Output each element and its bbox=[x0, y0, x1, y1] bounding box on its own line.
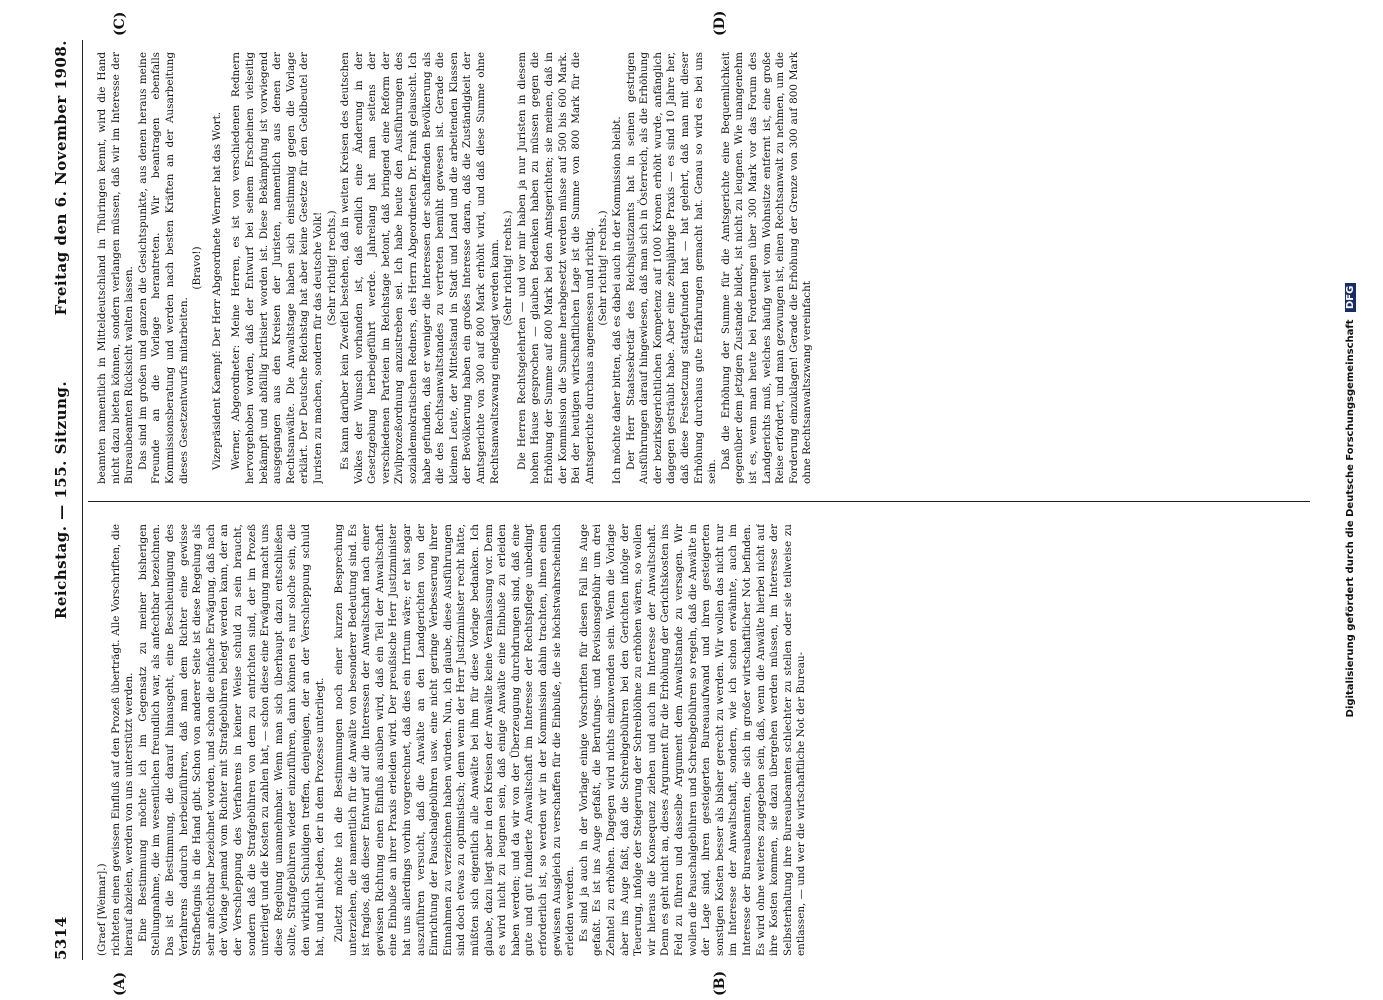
header-rule bbox=[82, 40, 83, 960]
margin-marker-a: (A) bbox=[112, 971, 128, 996]
right-column bbox=[96, 52, 1306, 484]
paragraph: (Sehr richtig! rechts.) bbox=[597, 210, 610, 326]
paragraph: (Sehr richtig! rechts.) bbox=[325, 210, 338, 326]
paragraph: Es kann darüber kein Zweifel bestehen, daß in weiten Kreisen des deutschen Volkes der Wunsch vorhanden ist, daß endlich eine Änderung in der Gesetzgebung herbeigeführt werde. Jahrelang hat man seitens der verschiedenen Parteien im Reichstage betont, daß bringend eine Reform der Zivilprozeßordnung anzustreben sei. Ich habe heute den Ausführungen des sozialdemokratischen Redners, des Herrn Abgeordneten Dr. Frank gelauscht. Ich habe gefunden, daß er weniger die Interessen der schaffenden Bevölkerung als die des Rechtsanwaltstandes zu vertreten bemüht gewesen ist. Gerade die kleinen Leute, der Mittelstand in Stadt und Land und die arbeitenden Klassen der Bevölkerung haben ein großes Interesse daran, daß die Zuständigkeit der Amtsgerichte von 300 auf 800 Mark erhöht wird, und daß diese Summe ohne Rechtsanwaltszwang eingeklagt werden kann. bbox=[339, 52, 501, 484]
paragraph: richteten einen gewissen Einfluß auf den Prozeß überträgt. Alle Vorschriften, die hierauf abzielen, werden von uns unterstützt werden. bbox=[109, 524, 136, 956]
paragraph: beamten namentlich in Mitteldeutschland in Thüringen kennt, wird die Hand nicht dazu bieten können, sondern verlangen müssen, daß wir im Interesse der Bureaubeamten Rücksicht walten lassen. bbox=[96, 52, 136, 484]
digitization-credit bbox=[1345, 0, 1356, 1000]
paragraph: Die Herren Rechtsgelehrten — und vor mir haben ja nur Juristen in diesem hohen Hause gesprochen — glauben Bedenken haben zu müssen gegen die Erhöhung der Summe auf 800 Mark bei den Amtsgerichten; sie meinen, daß in der Kommission die Summe herabgesetzt werden müsse auf 500 bis 600 Mark. Bei der heutigen wirtschaftlichen Lage ist die Summe von 800 Mark für die Amtsgerichte durchaus angemessen und richtig. bbox=[515, 52, 596, 484]
margin-marker-b: (B) bbox=[712, 970, 728, 996]
paragraph: Eine Bestimmung möchte ich im Gegensatz zu meiner bisherigen Stellungnahme, die im wesentlichen freundlich war, als anfechtbar bezeichnen. Das ist die Bestimmung, die darauf hinausgeht, eine Beschleunigung des Verfahrens dadurch herbeizuführen, daß man dem Richter eine gewisse Strafbefugnis in die Hand gibt. Schon von anderer Seite ist diese Regelung als sehr anfechtbar bezeichnet worden, und schon die einfache Erwägung, daß nach der Vorlage jemand vom Richter mit Strafgebühren belegt werden kann, der an der Verschleppung des Verfahrens in keiner Weise schuld zu sein braucht, sondern daß die Strafgebühren von dem zu entrichten sind, der im Prozeß unterliegt und die Kosten zu zahlen hat, — schon diese eine Erwägung macht uns diese Regelung unannehmbar. Wenn man sich überhaupt dazu entschließen sollte, Strafgebühren wieder einzuführen, dann können es nur solche sein, die den wirklich Schuldigen treffen, denjenigen, der an der Verschleppung schuld hat, und nicht jeden, der in dem Prozesse unterliegt. bbox=[136, 524, 326, 956]
paragraph: Das sind im großen und ganzen die Gesichtspunkte, aus denen heraus meine Freunde an die Vorlage herantreten. Wir beantragen ebenfalls Kommissionsberatung und werden nach besten Kräften an der Ausarbeitung dieses Gesetzentwurfs mitarbeiten. bbox=[136, 52, 190, 484]
paragraph: Vizepräsident Kaempf: Der Herr Abgeordnete Werner hat das Wort. bbox=[210, 111, 223, 470]
page-header bbox=[52, 40, 76, 960]
paragraph: Der Herr Staatssekretär des Reichsjustizamts hat in seinen gestrigen Ausführungen darauf hingewiesen, daß man sich in Österreich, als die Erhöhung der bezirksgerichtlichen Kompetenz auf 1000 Kronen erhöht wurde, anfänglich dagegen gesträubt habe. Aber eine zehnjährige Praxis — es sind 10 Jahre her, daß diese Festsetzung stattgefunden hat — hat gelehrt, daß man mit dieser Erhöhung durchaus gute Erfahrungen gemacht hat. Genau so wird es bei uns sein. bbox=[624, 52, 719, 484]
paragraph: Zuletzt möchte ich die Bestimmungen noch einer kurzen Besprechung unterziehen, die namentlich für die Anwälte von besonderer Bedeutung sind. Es ist fraglos, daß dieser Entwurf auf die Interessen der Anwaltschaft nach einer gewissen Richtung einen Einfluß ausüben wird, daß ein Teil der Anwaltschaft eine Einbuße an ihrer Praxis erleiden wird. Der preußische Herr Justizminister hat uns allerdings vorhin vorgerechnet, daß dies ein Irrtum wäre; er hat sogar auszuführen versucht, daß die Anwälte an den Landgerichten von der Einrichtung der Pauschalgebühren usw. eine nicht geringe Verbesserung ihrer Einnahmen zu verzeichnen haben würden. Nun, ich glaube, diese Ausführungen sind doch etwas zu optimistisch; denn wenn der Herr Justizminister recht hätte, müßten sich eigentlich alle Anwälte bei ihm für diese Vorlage bedanken. Ich glaube, dazu liegt aber in den Kreisen der Anwälte keine Veranlassung vor. Denn es wird nicht zu leugnen sein, daß einige Anwälte eine Einbuße zu erleiden haben werden; und da wir von der Überzeugung durchdrungen sind, daß eine gute und gut fundierte Anwaltschaft im Interesse der Rechtspflege unbedingt erforderlich ist, so werden wir in der Kommission dahin trachten, ihnen einen gewissen Ausgleich zu verschaffen für die Einbuße, die sie höchstwahrscheinlich erleiden werden. bbox=[333, 524, 577, 956]
dfg-logo: DFG bbox=[1345, 283, 1356, 312]
paragraph: (Graef [Weimar].) bbox=[96, 863, 108, 956]
session-date: Freitag den 6. November 1908. bbox=[52, 40, 70, 316]
margin-marker-d: (D) bbox=[712, 10, 728, 36]
page-number: 5314 bbox=[52, 916, 70, 960]
paragraph: Daß die Erhöhung der Summe für die Amtsgerichte eine Bequemlichkeit gegenüber dem jetzigen Zustande bildet, ist nicht zu leugnen. Wie unangenehm ist es, wenn man heute bei Forderungen über 300 Mark vor das Forum des Landgerichts muß, welches häufig weit vom Wohnsitze entfernt ist, eine große Reise erfordert, und man gezwungen ist, einen Rechtsanwalt zu nehmen, um die Forderung einzuklagen! Gerade die Erhöhung der Grenze von 300 auf 800 Mark ohne Rechtsanwaltszwang vereinfacht bbox=[719, 52, 814, 484]
credit-text: Digitalisierung gefördert durch die Deutsche Forschungsgemeinschaft bbox=[1345, 319, 1356, 718]
session-title: Reichstag. — 155. Sitzung. bbox=[52, 380, 70, 620]
paragraph: (Bravo!) bbox=[191, 246, 204, 290]
left-column bbox=[96, 524, 1306, 956]
paragraph: Ich möchte daher bitten, daß es dabei auch in der Kommission bleibt. bbox=[610, 116, 623, 484]
paragraph: (Sehr richtig! rechts.) bbox=[502, 210, 515, 326]
margin-marker-c: (C) bbox=[112, 11, 128, 36]
paragraph: Es sind ja auch in der Vorlage einige Vorschriften für diesen Fall ins Auge gefaßt. Es ist ins Auge gefaßt, die Berufungs- und Revisionsgebühr um drei Zehntel zu erhöhen. Dagegen wird nichts einzuwenden sein. Wenn die Vorlage aber ins Auge faßt, daß die Schreibgebühren bei den Gerichten infolge der Teuerung, infolge der Steigerung der Schreiblöhne zu erhöhen wären, so wollen wir hieraus die Konsequenz ziehen und auch im Interesse der Anwaltschaft. Denn es geht nicht an, dieses Argument für die Erhöhung der Gerichtskosten ins Feld zu führen und dasselbe Argument dem Anwaltstande zu versagen. Wir wollen die Pauschalgebühren und Schreibgebühren so regeln, daß die Anwälte in der Lage sind, ihren gesteigerten Bureauaufwand und ihren gesteigerten sonstigen Kosten besser als bisher gerecht zu werden. Wir wollen das nicht nur im Interesse der Anwaltschaft, sondern, wie ich schon erwähnte, auch im Interesse der Bureaubeamten, die sich in großer wirtschaftlicher Not befinden. Es wird ohne weiteres zugegeben sein, daß, wenn die Anwälte hierbei nicht auf ihre Kosten kommen, sie dazu übergehen werden müssen, im Interesse der Selbsterhaltung ihre Bureaubeamten schlechter zu stellen oder sie teilweise zu entlassen, — und wer die wirtschaftliche Not der Bureau- bbox=[577, 524, 808, 956]
paragraph: Werner, Abgeordneter: Meine Herren, es ist von verschiedenen Rednern hervorgehoben worden, daß der Entwurf bei seinem Erscheinen vielseitig bekämpft und abfällig kritisiert worden ist. Diese Bekämpfung ist vorwiegend ausgegangen aus den Kreisen der Juristen, namentlich aus denen der Rechtsanwälte. Die Anwaltstage haben sich einstimmig gegen die Vorlage erklärt. Der Deutsche Reichstag hat aber keine Gesetze für den Geldbeutel der Juristen zu machen, sondern für das deutsche Volk! bbox=[230, 52, 324, 484]
column-divider bbox=[88, 501, 1310, 502]
